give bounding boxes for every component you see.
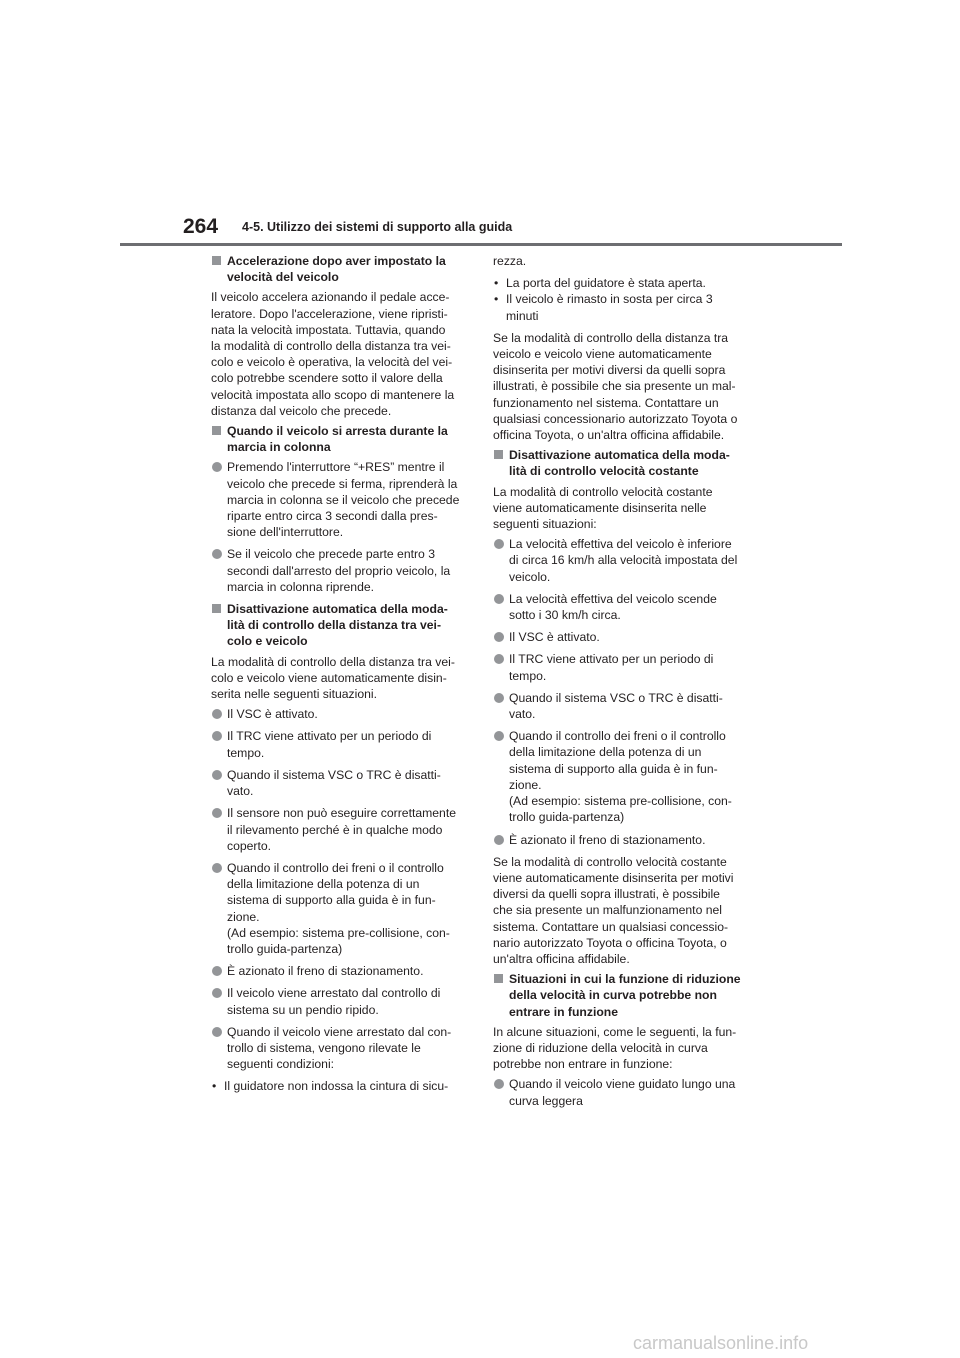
bullet-item: Il sensore non può eseguire correttamente il rilevamento perché è in qualche modo coperto. [211,805,464,854]
right-column [493,253,746,1115]
bullet-item: Quando il controllo dei freni o il controllo della limitazione della potenza di un sistema di supporto alla guida è in fun- zione. (Ad esempio: sistema pre-collisione, con- trollo guida-partenza) [493,728,746,825]
section-heading: Accelerazione dopo aver impostato la velocità del veicolo [211,253,464,285]
body-paragraph-continued: rezza. [493,254,527,268]
dash-item: • La porta del guidatore è stata aperta. [493,275,746,291]
bullet-item: Quando il veicolo viene guidato lungo una curva leggera [493,1076,746,1108]
bullet-item: Il TRC viene attivato per un periodo di tempo. [211,728,464,760]
body-paragraph: La modalità di controllo della distanza tra vei- colo e veicolo viene automaticamente disin- serita nelle seguenti situazioni. [211,654,455,702]
bullet-item: Quando il sistema VSC o TRC è disatti- vato. [211,767,464,799]
watermark: carmanualsonline.info [633,1333,809,1353]
bullet-item: Il VSC è attivato. [493,629,746,645]
body-paragraph: In alcune situazioni, come le seguenti, la fun- zione di riduzione della velocità in curva potrebbe non entrare in funzione: [493,1024,737,1072]
body-paragraph: La modalità di controllo velocità costante viene automaticamente disinserita nelle seguenti situazioni: [493,484,713,532]
body-paragraph: Il veicolo accelera azionando il pedale acce- leratore. Dopo l'accelerazione, viene ripristi- nata la velocità impostata. Tuttavia, quando la modalità di controllo della distanza tra vei- colo e veicolo è operativa, la velocità del vei- colo potrebbe scendere sotto il valore della velocità impostata allo scopo di mantenere la distanza dal veicolo che precede. [211,290,455,418]
body-paragraph: Se la modalità di controllo della distanza tra veicolo e veicolo viene automaticamente disinserita per motivi diversi da quelli sopra illustrati, è possibile che sia presente un mal- funzionamento nel sistema. Contattare un qualsiasi concessionario autorizzato Toyota o officina Toyota, o un'altra officina affidabile. [493,330,738,443]
bullet-item: Se il veicolo che precede parte entro 3 secondi dall'arresto del proprio veicolo, la marcia in colonna riprende. [211,546,464,595]
bullet-item: Quando il sistema VSC o TRC è disatti- vato. [493,690,746,722]
bullet-item: Il veicolo viene arrestato dal controllo di sistema su un pendio ripido. [211,985,464,1017]
bullet-item: Premendo l'interruttore “+RES” mentre il veicolo che precede si ferma, riprenderà la marcia in colonna se il veicolo che precede riparte entro circa 3 secondi dalla pres- sione dell'interruttore. [211,459,464,540]
body-paragraph: Se la modalità di controllo velocità costante viene automaticamente disinserita per motivi diversi da quelli sopra illustrati, è possibile che sia presente un malfunzionamento nel sistema. Contattare un qualsiasi concessio- nario autorizzato Toyota o officina Toyota, o un'altra officina affidabile. [493,854,734,966]
left-column [211,253,464,1095]
section-heading: Quando il veicolo si arresta durante la marcia in colonna [211,423,464,455]
bullet-item: Il TRC viene attivato per un periodo di tempo. [493,651,746,683]
bullet-item: Quando il controllo dei freni o il controllo della limitazione della potenza di un sistema di supporto alla guida è in fun- zione. (Ad esempio: sistema pre-collisione, con- trollo guida-partenza) [211,860,464,957]
section-heading: Disattivazione automatica della moda- lità di controllo della distanza tra vei- colo e veicolo [211,601,464,650]
section-heading: Disattivazione automatica della moda- lità di controllo velocità costante [493,447,746,479]
bullet-item: È azionato il freno di stazionamento. [211,963,464,979]
bullet-item: È azionato il freno di stazionamento. [493,832,746,848]
header-rule [120,243,842,246]
page-number: 264 [183,215,219,238]
bullet-item: La velocità effettiva del veicolo è inferiore di circa 16 km/h alla velocità impostata del veicolo. [493,536,746,585]
chapter-title: 4-5. Utilizzo dei sistemi di supporto alla guida [242,220,513,234]
dash-item: • Il guidatore non indossa la cintura di sicu- [211,1078,464,1094]
section-heading: Situazioni in cui la funzione di riduzione della velocità in curva potrebbe non entrare in funzione [493,971,746,1020]
bullet-item: La velocità effettiva del veicolo scende sotto i 30 km/h circa. [493,591,746,623]
bullet-item: Quando il veicolo viene arrestato dal con- trollo di sistema, vengono rilevate le seguenti condizioni: [211,1024,464,1073]
dash-item: • Il veicolo è rimasto in sosta per circa 3 minuti [493,291,746,323]
bullet-item: Il VSC è attivato. [211,706,464,722]
